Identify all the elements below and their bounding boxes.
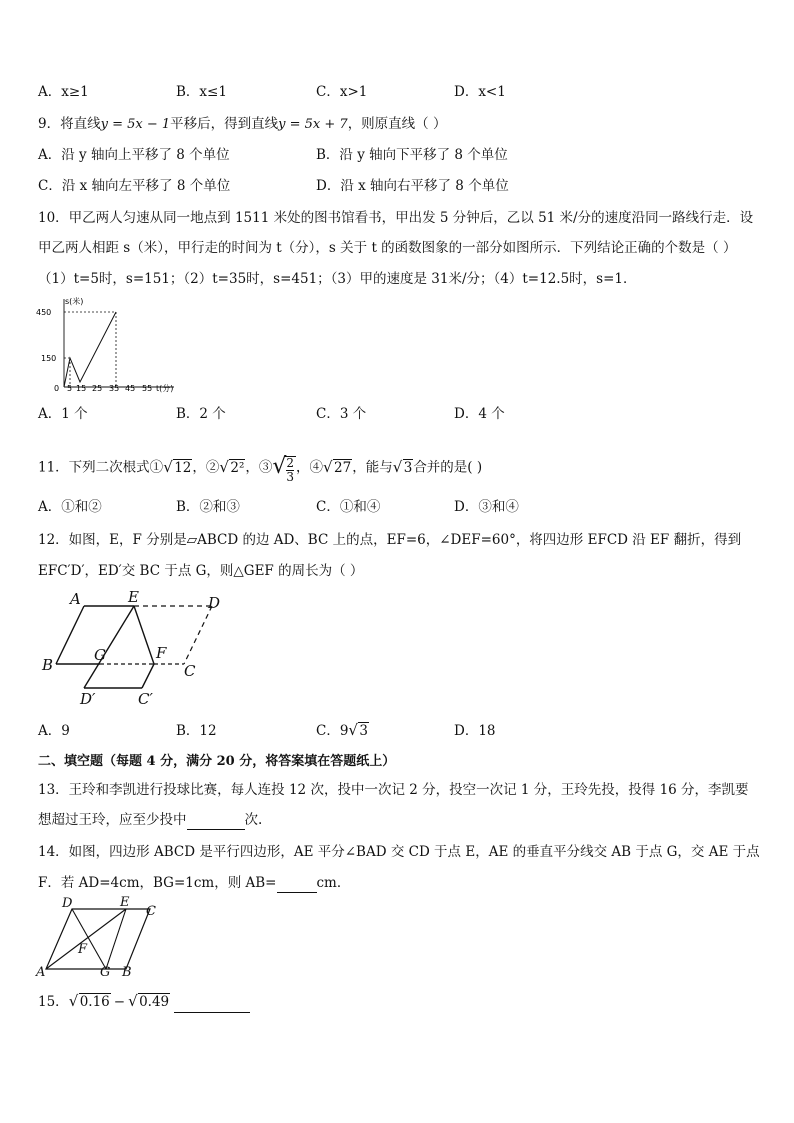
q15-root-1: √ 0.16 — [69, 991, 111, 1013]
q12-option-c-root: √ 3 — [348, 721, 369, 741]
edge-fc-prime — [142, 664, 154, 688]
q11-option-b: B．②和③ — [176, 499, 240, 515]
q9-stem-b: 平移后，得到直线 — [170, 116, 279, 132]
parallelogram-abcd — [46, 909, 150, 969]
label-c: C — [146, 904, 156, 919]
label-c-prime: C′ — [138, 690, 153, 708]
q9-stem-a: 9．将直线 — [38, 116, 101, 132]
q10-function-graph — [36, 295, 186, 395]
q10-line-1: 10．甲乙两人匀速从同一地点到 1511 米处的图书馆看书，甲出发 5 分钟后，乙以 51 米/分的速度沿同一路线行走．设 — [38, 210, 754, 226]
segment-ae — [46, 909, 126, 969]
label-g: G — [94, 646, 106, 664]
graph-xtick-15: 15 — [76, 384, 87, 393]
q11-root-3: √ $\frac{2}{3}$ — [272, 454, 295, 484]
label-a: A — [70, 590, 81, 608]
graph-ytick-150: 150 — [41, 354, 57, 363]
q15-answer-blank[interactable] — [174, 996, 250, 1013]
q11-stem-a: 11．下列二次根式① — [38, 459, 164, 476]
label-f: F — [78, 942, 88, 957]
q14-answer-blank[interactable] — [277, 876, 317, 893]
q14-line-2: F．若 AD=4cm，BG=1cm，则 AB= cm． — [38, 875, 351, 891]
graph-xtick-45: 45 — [125, 384, 136, 393]
graph-y-label: s(米) — [65, 297, 84, 306]
q12-line-1: 12．如图，E，F 分别是▱ABCD 的边 AD、BC 上的点，EF=6，∠DEF=60°，将四边形 EFCD 沿 EF 翻折，得到 — [38, 532, 742, 548]
q12-parallelogram-figure — [36, 588, 236, 710]
q9-option-b: B．沿 y 轴向下平移了 8 个单位 — [316, 147, 508, 163]
segment-dg — [72, 909, 106, 969]
q8-option-c: C．x>1 — [316, 84, 368, 100]
q11-sep-2: ，② — [192, 459, 220, 476]
graph-xtick-35: 35 — [109, 384, 120, 393]
q10-option-b: B．2 个 — [176, 406, 226, 422]
q8-option-b: B．x≤1 — [176, 84, 227, 100]
label-d: D — [208, 594, 221, 612]
q8-option-d: D．x<1 — [454, 84, 506, 100]
q11-root-2: √ 2² — [219, 457, 245, 479]
q11-root-1: √ 12 — [163, 457, 192, 479]
graph-xtick-55: 55 — [142, 384, 153, 393]
q15-stem: 15．√ 0.16 −√ 0.49 — [38, 991, 250, 1013]
q12-option-c: C．9√ 3 — [316, 721, 369, 741]
edge-dc-dashed — [184, 606, 212, 664]
q11-option-d: D．③和④ — [454, 499, 519, 515]
graph-ytick-450: 450 — [36, 308, 52, 317]
q11-sep-3: ，③ — [245, 459, 273, 476]
graph-function-line — [64, 312, 116, 387]
q11-stem — [38, 452, 482, 484]
q9-option-a: A．沿 y 轴向上平移了 8 个单位 — [38, 147, 230, 163]
graph-xtick-5: 5 — [67, 384, 73, 393]
q10-option-a: A．1 个 — [38, 406, 88, 422]
q12-option-b: B．12 — [176, 723, 217, 739]
q12-option-d: D．18 — [454, 723, 496, 739]
q11-option-c: C．①和④ — [316, 499, 381, 515]
q9-equation-2: y = 5x + 7 — [278, 117, 348, 132]
q13-line-2: 想超过王玲，应至少投中 次. — [38, 812, 263, 828]
label-d: D — [62, 896, 73, 911]
q14-line-1: 14．如图，四边形 ABCD 是平行四边形，AE 平分∠BAD 交 CD 于点 E，AE 的垂直平分线交 AB 于点 G，交 AE 于点 — [38, 844, 760, 860]
graph-xtick-25: 25 — [92, 384, 103, 393]
q10-line-3: （1）t=5时，s=151；（2）t=35时，s=451；（3）甲的速度是 31米/分；（4）t=12.5时，s=1． — [38, 271, 637, 287]
q13-line-1: 13．王玲和李凯进行投球比赛，每人连投 12 次，投中一次记 2 分，投空一次记 1 分，王玲先投，投得 16 分，李凯要 — [38, 782, 749, 798]
label-c: C — [184, 662, 196, 680]
q12-line-2: EFC′D′，ED′交 BC 于点 G，则△GEF 的周长为（ ） — [38, 563, 364, 579]
q11-root-4: √ 27 — [323, 457, 352, 479]
q9-stem-c: ，则原直线（ ） — [347, 116, 447, 132]
graph-x-label: t(分) — [156, 384, 174, 393]
graph-ytick-0: 0 — [54, 384, 60, 393]
section-2-title: 二、填空题（每题 4 分，满分 20 分，将答案填在答题纸上） — [38, 754, 396, 769]
q9-equation-1: y = 5x − 1 — [100, 117, 171, 132]
segment-ge — [106, 909, 126, 969]
q11-sep-5: ，能与 — [352, 459, 393, 476]
label-g: G — [100, 965, 111, 977]
edge-ef — [134, 606, 154, 664]
q13-answer-blank[interactable] — [187, 813, 245, 830]
q11-option-a: A．①和② — [38, 499, 102, 515]
q11-sep-4: ，④ — [296, 459, 324, 476]
q9-stem — [38, 114, 446, 135]
q15-root-2: √ 0.49 — [128, 991, 170, 1013]
q11-sep-6: 合并的是( ) — [413, 459, 483, 476]
q8-option-a: A．x≥1 — [38, 84, 89, 100]
q9-option-d: D．沿 x 轴向右平移了 8 个单位 — [316, 178, 509, 194]
q10-option-c: C．3 个 — [316, 406, 367, 422]
label-e: E — [128, 588, 139, 606]
edge-ab — [56, 606, 84, 664]
q14-parallelogram-figure — [34, 895, 164, 977]
q11-root-5: √ 3 — [393, 457, 414, 479]
q9-option-c: C．沿 x 轴向左平移了 8 个单位 — [38, 178, 231, 194]
edge-ed-prime — [84, 606, 134, 688]
label-b: B — [42, 656, 54, 674]
label-d-prime: D′ — [80, 690, 96, 708]
label-a: A — [36, 965, 46, 977]
label-e: E — [120, 895, 130, 910]
label-b: B — [122, 965, 132, 977]
q12-option-a: A．9 — [38, 723, 70, 739]
q10-line-2: 甲乙两人相距 s（米），甲行走的时间为 t（分），s 关于 t 的函数图象的一部分如图所示．下列结论正确的个数是（ ） — [38, 240, 737, 256]
label-f: F — [156, 644, 167, 662]
q10-option-d: D．4 个 — [454, 406, 505, 422]
